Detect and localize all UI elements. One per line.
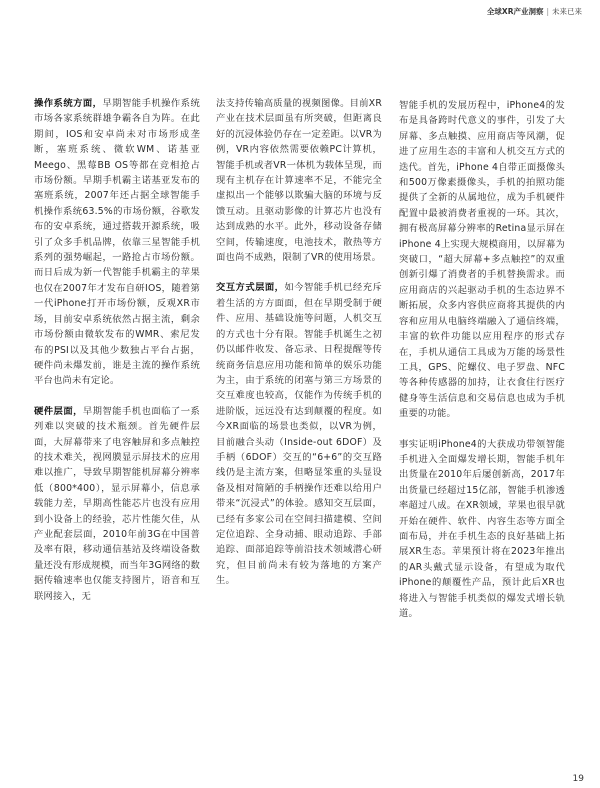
paragraph-body: 如今智能手机已经充斥着生活的方方面面，但在早期受制于硬件、应用、基础设施等问题，人机交互的方式也十分有限。智能手机诞生之初仍以邮件收发、备忘录、日程提醒等传统商务信息应用功能和简单的娱乐功能为主，由于系统的闭塞与第三方场景的交互难度也较高，仅能作为传统手机的进阶版，远远没有达到颠覆的程度。如今XR面临的场景也类似，以VR为例，目前融合头动（Inside-out 6DOF）及手柄（6DOF）交互的“6+6”的交互路线仍是主流方案，但略显笨重的头显设备及相对简陋的手柄操作还难以给用户带来“沉浸式”的体验。感知交互层面，已经有多家公司在空间扫描建模、空间定位追踪、全身动捕、眼动追踪、手部追踪、面部追踪等前沿技术领域潜心研究，但目前尚未有较为落地的方案产生。 <box>216 282 382 587</box>
paragraph-hardware-continued <box>216 96 382 265</box>
paragraph-body: 早期智能手机也面临了一系列难以突破的技术瓶颈。首先硬件层面，大屏幕带来了电容触屏和多点触控的技术难关，视网膜显示屏技术的应用难以推广，导致早期智能机屏幕分辨率低（800*400），显示屏幕小，信息承载能力差，早期高性能芯片也没有应用到小设备上的经验，芯片性能欠佳，从产业配套层面，2010年前3G在中国普及率有限，移动通信基站及终端设备数量还没有形成规模，而当年3G网络的数据传输速率也仅能支持图片，语音和互联网接入，无 <box>34 405 200 602</box>
text-column-2 <box>216 96 382 589</box>
page-number: 19 <box>572 774 584 784</box>
section-title: 未来已来 <box>552 7 582 16</box>
paragraph-hardware <box>34 404 200 604</box>
paragraph-body: 事实证明iPhone4的大获成功带领智能手机进入全面爆发增长期，智能手机年出货量在2010年后屡创新高，2017年出货量已经超过15亿部，智能手机渗透率超过八成。在XR领域，苹果也很早就开始在硬件、软件、内容生态等方面全面布局，并在手机生态的良好基础上拓展XR生态。苹果预计将在2023年推出的AR头戴式显示设备，有望成为取代iPhone的颠覆性产品，预计此后XR也将进入与智能手机类似的爆发式增长轨道。 <box>399 438 565 619</box>
paragraph-body: 法支持传输高质量的视频图像。目前XR产业在技术层面虽有所突破，但距离良好的沉浸体验仍存在一定差距。以VR为例，VR内容依然需要依赖PC计算机，智能手机或者VR一体机为载体呈现，而现有主机存在计算速率不足，不能完全虚拟出一个能够以欺骗大脑的环境与反馈互动。且驱动影像的计算芯片也没有达到成熟的水平。此外，移动设备存储空间，传输速度，电池技术，散热等方面也尚不成熟，限制了VR的使用场景。 <box>216 98 382 264</box>
paragraph-body: 智能手机的发展历程中，iPhone4的发布是具备跨时代意义的事件，引发了大屏幕、多点触摸、应用商店等风潮，促进了应用生态的丰富和人机交互方式的迭代。首先，iPhone 4自带正面摄像头和500万像素摄像头，手机的拍照功能提供了全新的从属地位，成为手机硬件配置中最被消费者重视的一环。其次，拥有极高屏幕分辨率的Retina显示屏在iPhone 4上实现大规模商用，以屏幕为突破口，“超大屏幕+多点触控”的双重创新引爆了消费者的手机替换需求。而应用商店的兴起驱动手机的生态边界不断拓展，众多内容供应商将其提供的内容和应用从电脑终端融入了通信终端，丰富的软件功能以应用程序的形式存在，手机从通信工具成为万能的场景性工具，GPS、陀螺仪、电子罗盘、NFC等各种传感器的加持，让衣食住行医疗健身等生活信息和交易信息也成为手机重要的功能。 <box>399 100 565 420</box>
header-separator: | <box>546 7 549 16</box>
paragraph-lead: 交互方式层面， <box>216 282 285 294</box>
paragraph-lead: 硬件层面， <box>34 405 83 417</box>
publication-title: 全球XR产业洞察 <box>486 7 544 16</box>
running-header <box>487 6 582 17</box>
paragraph-os <box>34 96 200 389</box>
paragraph-iphone4 <box>399 98 565 422</box>
paragraph-interaction <box>216 280 382 588</box>
paragraph-growth <box>399 437 565 622</box>
text-column-1 <box>34 96 200 604</box>
paragraph-body: 早期智能手机操作系统市场各家系统群雄争霸各自为阵。在此期间，IOS和安卓尚未对市场形成垄断，塞班系统、微软WM、诺基亚Meego、黑莓BB OS等都在竞相抢占市场份额。早期手机霸主诺基亚发布的塞班系统，2007年还占据全球智能手机操作系统63.5%的市场份额，谷歌发布的安卓系统，通过搭载开源系统，吸引了众多手机品牌，依靠三星智能手机系列的强势崛起，一路抢占市场份额。而日后成为新一代智能手机霸主的苹果也仅在2007年才发布自研IOS，随着第一代iPhone打开市场份额，反观XR市场，目前安卓系统依然占据主流，剩余市场份额由微软发布的WMR、索尼发布的PSI以及其他少数独占平台占据，硬件尚未爆发前，谁是主流的操作系统平台也尚未有定论。 <box>34 98 200 387</box>
paragraph-lead: 操作系统方面， <box>34 98 103 109</box>
text-column-3 <box>399 98 565 621</box>
